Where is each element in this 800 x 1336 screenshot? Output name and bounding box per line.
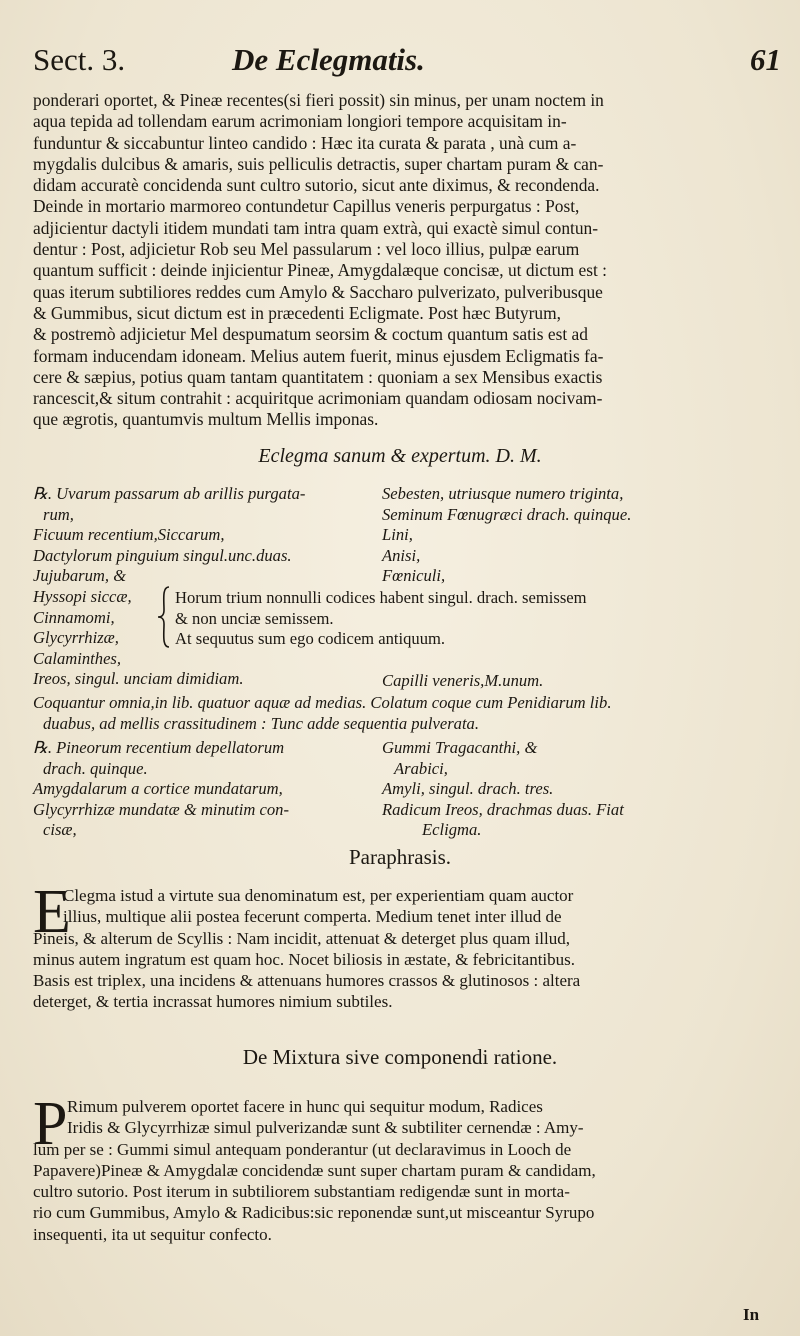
text-line: Papavere)Pineæ & Amygdalæ concidendæ sunt super chartam puram & candidam, <box>33 1160 596 1180</box>
text-line: lum per se : Gummi simul antequam ponderantur (ut declaravimus in Looch de <box>33 1139 572 1159</box>
text-line: quantum sufficit : deinde injicientur Pineæ, Amygdalæque concisæ, ut dictum est : <box>33 260 607 281</box>
ingredient-line: ℞. Pineorum recentium depellatorum <box>33 738 285 757</box>
ingredient-line: Fœniculi, <box>382 566 446 586</box>
ingredient-line: Hyssopi siccæ, <box>33 586 132 606</box>
text-line: duabus, ad mellis crassitudinem : Tunc adde sequentia pulverata. <box>43 713 480 733</box>
coquantur-text <box>33 693 611 734</box>
ingredient-line: Anisi, <box>382 545 421 565</box>
ingredient-line: drach. quinque. <box>43 758 148 778</box>
curly-brace-icon <box>157 586 171 648</box>
text-line: mygdalis dulcibus & amaris, suis pelliculis detractis, super chartam puram & can- <box>33 153 604 174</box>
drop-cap: E <box>33 878 71 946</box>
text-line: Pineis, & alterum de Scyllis : Nam incidit, attenuat & deterget plus quam illud, <box>33 928 570 948</box>
text-line: didam accuratè concidenda sunt cultro sutorio, sicut ante diximus, & recondenda. <box>33 175 600 196</box>
text-line: illius, multique alii postea fecerunt comperta. Medium tenet inter illud de <box>63 907 562 927</box>
mixtura-paragraph <box>33 1090 770 1245</box>
text-line: Iridis & Glycyrrhizæ simul pulverizandæ sunt & subtiliter cernendæ : Amy- <box>67 1118 584 1138</box>
text-line: minus autem ingratum est quam hoc. Nocet biliosis in æstate, & febricitantibus. <box>33 949 576 969</box>
text-line: Coquantur omnia,in lib. quatuor aquæ ad medias. Colatum coque cum Penidiarum lib. <box>33 693 612 712</box>
note-line: At sequutus sum ego codicem antiquum. <box>175 629 446 649</box>
ingredient-line: Ecligma. <box>422 820 482 840</box>
ingredient-line: Ireos, singul. unciam dimidiam. <box>33 669 244 689</box>
ingredient-line: Lini, <box>382 525 413 545</box>
text-line: deterget, & tertia incrassat humores nimium subtiles. <box>33 992 393 1012</box>
ingredient-line: Gummi Tragacanthi, & <box>382 738 538 757</box>
text-line: ponderari oportet, & Pineæ recentes(si fieri possit) sin minus, per unam noctem in <box>33 90 604 110</box>
text-line: rancescit,& situm contrahit : acquiritque acrimoniam quandam odiosam nocivam- <box>33 388 603 409</box>
text-line: cere & sæpius, potius quam tantam quantitatem : quoniam a sex Mensibus exactis <box>33 366 603 387</box>
drop-cap: P <box>33 1090 68 1158</box>
brace-note <box>175 588 587 650</box>
page-number: 61 <box>750 42 781 77</box>
ingredient-line: Arabici, <box>394 758 448 778</box>
text-line: & Gummibus, sicut dictum est in præcedenti Ecligmate. Post hæc Butyrum, <box>33 302 561 323</box>
text-line: Clegma istud a virtute sua denominatum est, per experientiam quam auctor <box>63 886 574 905</box>
paraphrasis-heading: Paraphrasis. <box>348 845 452 869</box>
text-line: dentur : Post, adjicietur Rob seu Mel passularum : vel loco illius, pulpæ earum <box>33 239 580 260</box>
ingredient-line: Seminum Fœnugræci drach. quinque. <box>382 504 632 524</box>
text-line: funduntur & siccabuntur linteo candido : Hæc ita curata & parata , unà cum a- <box>33 132 577 153</box>
ingredient-line: Amyli, singul. drach. tres. <box>382 779 554 799</box>
ingredient-line: Amygdalarum a cortice mundatarum, <box>33 779 283 799</box>
ingredient-line: ℞. Uvarum passarum ab arillis purgata- <box>33 484 306 503</box>
ingredient-line: Sebesten, utriusque numero triginta, <box>382 484 624 503</box>
mixtura-heading: De Mixtura sive componendi ratione. <box>242 1045 558 1069</box>
note-line: & non unciæ semissem. <box>175 608 334 628</box>
ingredient-line: Dactylorum pinguium singul.unc.duas. <box>33 545 292 565</box>
ingredient-line: Radicum Ireos, drachmas duas. Fiat <box>382 799 624 819</box>
running-title: De Eclegmatis. <box>232 42 425 77</box>
catchword: In <box>743 1305 760 1324</box>
text-line: Basis est triplex, una incidens & attenuans humores crassos & glutinosos : altera <box>33 971 581 991</box>
text-line: cultro sutorio. Post iterum in subtiliorem substantiam redigendæ sunt in morta- <box>33 1182 570 1202</box>
ingredient-line: Ficuum recentium,Siccarum, <box>33 525 225 545</box>
recipe2-right-column <box>382 738 624 841</box>
section-number: Sect. 3. <box>33 42 126 77</box>
ingredient-line: Glycyrrhizæ mundatæ & minutim con- <box>33 799 289 819</box>
text-line: quas iterum subtiliores reddes cum Amylo & Saccharo pulverizato, pulveribusque <box>33 281 603 302</box>
ingredient-line: cisæ, <box>43 820 77 840</box>
recipe1-right-column <box>382 484 631 587</box>
ingredient-line: Cinnamomi, <box>33 607 115 627</box>
ingredient-line: rum, <box>43 504 74 524</box>
text-line: Rimum pulverem oportet facere in hunc qui sequitur modum, Radices <box>67 1097 543 1116</box>
text-line: Deinde in mortario marmoreo contundetur Capillus veneris perpurgatus : Post, <box>33 196 580 217</box>
text-line: que ægrotis, quantumvis multum Mellis imponas. <box>33 409 379 430</box>
note-line: Horum trium nonnulli codices habent singul. drach. semissem <box>175 588 587 607</box>
text-line: adjicientur dactyli itidem mundati tam intra quam extrà, qui exactè simul contun- <box>33 217 599 238</box>
paraphrasis-paragraph <box>33 878 770 1013</box>
text-line: aqua tepida ad tollendam earum acrimoniam longiori tempore acquisitam in- <box>33 111 567 132</box>
intro-paragraph <box>33 90 770 431</box>
capilli-line: Capilli veneris,M.unum. <box>382 671 544 690</box>
ingredient-line: Jujubarum, & <box>33 566 127 586</box>
recipe-title: Eclegma sanum & expertum. D. M. <box>258 445 542 467</box>
ingredient-line: Glycyrrhizæ, <box>33 628 119 648</box>
text-line: & postremò adjicietur Mel despumatum seorsim & coctum quantum satis est ad <box>33 324 588 345</box>
text-line: formam inducendam idoneam. Melius autem fuerit, minus ejusdem Ecligmatis fa- <box>33 345 604 366</box>
recipe2-left-column <box>33 738 289 841</box>
text-line: rio cum Gummibus, Amylo & Radicibus:sic reponendæ sunt,ut misceantur Syrupo <box>33 1203 595 1223</box>
ingredient-line: Calaminthes, <box>33 648 122 668</box>
text-line: insequenti, ita ut sequitur confecto. <box>33 1224 272 1244</box>
